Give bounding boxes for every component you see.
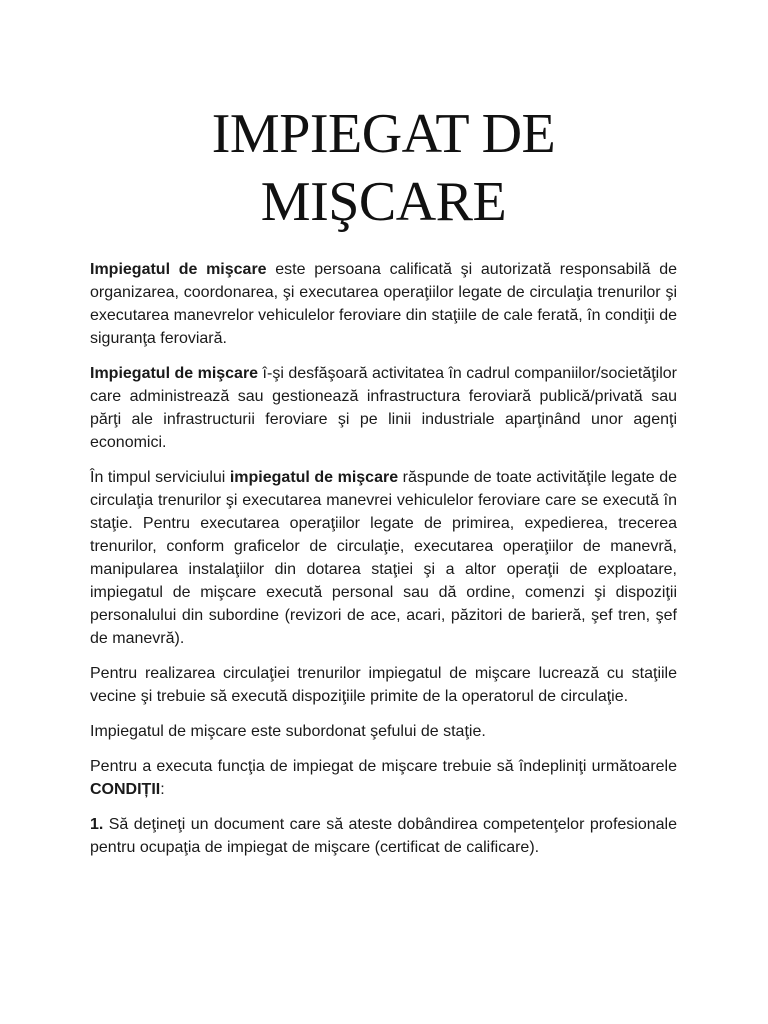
bold-term: Impiegatul de mişcare <box>90 261 267 278</box>
paragraph-conditions-intro <box>90 755 677 801</box>
paragraph-text: î-şi desfăşoară activitatea în cadrul companiilor/societăţilor care administrează sau gestionează infrastructura feroviară publică/privată sau părţi ale infrastructurii feroviare şi pe linii industriale aparţinând unor agenţi economici. <box>90 365 678 451</box>
bold-term: impiegatul de mişcare <box>229 469 399 486</box>
paragraph-text: este persoana calificată şi autorizată responsabilă de organizarea, coordonarea, şi executarea operaţiilor legate de circulaţia trenurilor şi executarea manevrelor vehiculelor feroviare din staţiile de cale ferată, în condiţii de siguranţa feroviară. <box>90 261 678 347</box>
paragraph-definition <box>90 258 677 350</box>
paragraph-text: Impiegatul de mişcare este subordonat şefului de staţie. <box>90 723 486 740</box>
paragraph-condition-1 <box>90 813 677 859</box>
paragraph-text: Să deţineţi un document care să ateste dobândirea competenţelor profesionale pentru ocupaţia de impiegat de mişcare (certificat de calificare). <box>90 816 677 856</box>
paragraph-coordination <box>90 662 677 708</box>
paragraph-trailing-text: : <box>160 781 165 798</box>
document-title <box>90 100 677 236</box>
list-number: 1. <box>90 816 104 833</box>
paragraph-subordination <box>90 720 677 743</box>
paragraph-text: răspunde de toate activităţile legate de circulaţia trenurilor şi executarea manevrei vehiculelor feroviare care se execută în staţie. Pentru executarea operaţiilor legate de primirea, expedierea, trecerea trenurilor, conform graficelor de circulaţie, executarea operaţiilor de manevră, manipularea instalaţiilor din dotarea staţiei şi a altor operaţii de exploatare, impiegatul de mişcare execută personal sau dă ordine, comenzi şi dispoziţii personalului din subordine (revizori de ace, acari, păzitori de barieră, şef tren, şef de manevră). <box>90 469 678 647</box>
paragraph-text: Pentru realizarea circulaţiei trenurilor impiegatul de mişcare lucrează cu staţiile vecine şi trebuie să execută dispoziţiile primite de la operatorul de circulaţie. <box>90 665 677 705</box>
paragraph-lead-text: În timpul serviciului <box>90 469 230 486</box>
paragraph-text: Pentru a executa funcţia de impiegat de mişcare trebuie să îndepliniţi următoarele <box>90 758 677 775</box>
paragraph-workplace <box>90 362 677 454</box>
title-line-1: IMPIEGAT DE <box>211 103 556 165</box>
paragraph-duties <box>90 466 677 650</box>
bold-term: CONDIȚII <box>90 781 161 798</box>
document-page <box>90 100 677 871</box>
title-line-2: MIŞCARE <box>260 171 507 233</box>
bold-term: Impiegatul de mişcare <box>90 365 259 382</box>
